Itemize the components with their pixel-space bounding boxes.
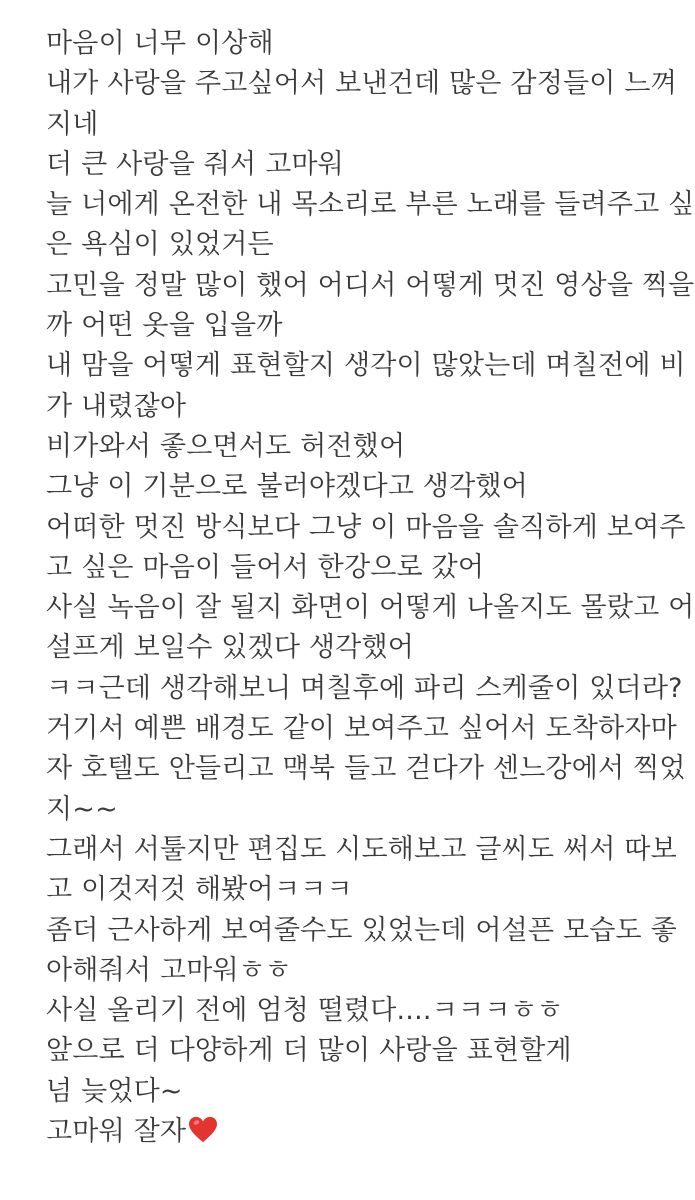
note-line: 아해줘서 고마워ㅎㅎ	[46, 954, 292, 986]
note-line: 고민을 정말 많이 했어 어디서 어떻게 멋진 영상을 찍을	[46, 269, 695, 301]
note-line: 설프게 보일수 있겠다 생각했어	[46, 632, 415, 664]
note-line: 고 싶은 마음이 들어서 한강으로 갔어	[46, 551, 485, 583]
note-line: 그냥 이 기분으로 불러야겠다고 생각했어	[46, 471, 528, 503]
note-line: ㅋㅋ근데 생각해보니 며칠후에 파리 스케줄이 있더라?	[46, 672, 683, 704]
note-line: 고 이것저것 해봤어ㅋㅋㅋ	[46, 874, 353, 906]
note-line: 마음이 너무 이상해	[46, 28, 274, 59]
note-text	[46, 24, 695, 1152]
note-line: 지~~	[46, 793, 118, 825]
note-line: 그래서 서툴지만 편집도 시도해보고 글씨도 써서 따보	[46, 833, 677, 865]
note-line: 내 맘을 어떻게 표현할지 생각이 많았는데 며칠전에 비	[46, 350, 686, 382]
red-heart-icon	[188, 1116, 218, 1144]
note-line: 더 큰 사랑을 줘서 고마워	[46, 148, 344, 180]
note-line: 앞으로 더 다양하게 더 많이 사랑을 표현할게	[46, 1035, 572, 1067]
note-line: 지네	[46, 108, 99, 140]
closing-text: 고마워 잘자	[46, 1116, 187, 1148]
note-line: 가 내렸잖아	[46, 390, 187, 422]
note-line: 내가 사랑을 주고싶어서 보낸건데 많은 감정들이 느껴	[46, 68, 677, 100]
note-line: 은 욕심이 있었거든	[46, 229, 274, 261]
note-line: 사실 올리기 전에 엄청 떨렸다....ㅋㅋㅋㅎㅎ	[46, 995, 564, 1027]
note-line: 거기서 예쁜 배경도 같이 보여주고 싶어서 도착하자마	[46, 713, 677, 745]
note-line: 어떠한 멋진 방식보다 그냥 이 마음을 솔직하게 보여주	[46, 511, 686, 543]
note-line: 늘 너에게 온전한 내 목소리로 부른 노래를 들려주고 싶	[46, 189, 695, 221]
note-line: 까 어떤 옷을 입을까	[46, 310, 283, 342]
note-line-closing	[46, 1112, 686, 1152]
note-line: 비가와서 좋으면서도 허전했어	[46, 430, 406, 462]
note-line: 넘 늦었다~	[46, 1075, 183, 1107]
note-line: 사실 녹음이 잘 될지 화면이 어떻게 나올지도 몰랐고 어	[46, 592, 695, 624]
note-line: 좀더 근사하게 보여줄수도 있었는데 어설픈 모습도 좋	[46, 914, 677, 946]
note-line: 자 호텔도 안들리고 맥북 들고 걷다가 센느강에서 찍었	[46, 753, 686, 785]
